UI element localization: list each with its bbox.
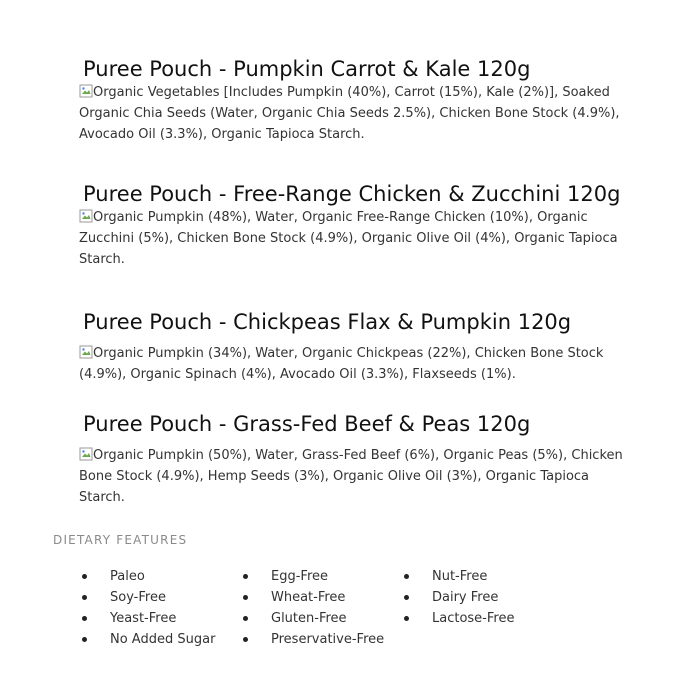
bullet-dot-icon: [82, 637, 87, 642]
feature-item: [82, 587, 215, 608]
feature-item: [404, 566, 514, 587]
broken-image-icon: [79, 209, 93, 223]
dietary-features-list: [404, 566, 514, 629]
feature-item: [404, 587, 514, 608]
feature-item: [404, 608, 514, 629]
bullet-dot-icon: [404, 574, 409, 579]
product-title: Puree Pouch - Chickpeas Flax & Pumpkin 120g: [83, 310, 572, 334]
feature-label: Yeast-Free: [110, 611, 177, 626]
product-ingredients: [79, 343, 624, 385]
product-ingredients: [79, 82, 624, 145]
feature-label: Nut-Free: [432, 569, 488, 584]
feature-label: Egg-Free: [271, 569, 328, 584]
feature-label: Paleo: [110, 569, 145, 584]
bullet-dot-icon: [404, 595, 409, 600]
feature-item: [243, 587, 384, 608]
ingredients-text: Organic Pumpkin (50%), Water, Grass-Fed Beef (6%), Organic Peas (5%), Chicken Bone Stock (4.9%), Hemp Seeds (3%), Organic Olive Oil (3%), Organic Tapioca Starch.: [79, 448, 623, 505]
product-section: [79, 411, 639, 508]
product-title: Puree Pouch - Pumpkin Carrot & Kale 120g: [83, 57, 531, 81]
broken-image-icon: [79, 84, 93, 98]
dietary-features-list: [82, 566, 215, 650]
product-title: Puree Pouch - Free-Range Chicken & Zucchini 120g: [83, 182, 621, 206]
feature-item: [82, 608, 215, 629]
product-ingredients: [79, 207, 624, 270]
product-section: [79, 181, 639, 270]
dietary-features-heading: DIETARY FEATURES: [53, 533, 188, 547]
feature-label: Soy-Free: [110, 590, 166, 605]
bullet-dot-icon: [82, 616, 87, 621]
bullet-dot-icon: [82, 595, 87, 600]
feature-item: [82, 566, 215, 587]
feature-item: [243, 608, 384, 629]
broken-image-icon: [79, 345, 93, 359]
feature-label: Lactose-Free: [432, 611, 515, 626]
feature-label: Preservative-Free: [271, 632, 385, 647]
broken-image-icon: [79, 447, 93, 461]
feature-item: [243, 629, 384, 650]
bullet-dot-icon: [243, 595, 248, 600]
feature-item: [243, 566, 384, 587]
product-title: Puree Pouch - Grass-Fed Beef & Peas 120g: [83, 412, 531, 436]
ingredients-text: Organic Pumpkin (34%), Water, Organic Chickpeas (22%), Chicken Bone Stock (4.9%), Organic Spinach (4%), Avocado Oil (3.3%), Flaxseeds (1%).: [79, 346, 604, 382]
product-ingredients: [79, 445, 624, 508]
feature-item: [82, 629, 215, 650]
bullet-dot-icon: [404, 616, 409, 621]
feature-label: Gluten-Free: [271, 611, 347, 626]
feature-label: Dairy Free: [432, 590, 499, 605]
ingredients-text: Organic Vegetables [Includes Pumpkin (40%), Carrot (15%), Kale (2%)], Soaked Organic Chia Seeds (Water, Organic Chia Seeds 2.5%), Chicken Bone Stock (4.9%), Avocado Oil (3.3%), Organic Tapioca Starch.: [79, 85, 620, 142]
bullet-dot-icon: [243, 574, 248, 579]
bullet-dot-icon: [243, 637, 248, 642]
bullet-dot-icon: [243, 616, 248, 621]
ingredients-text: Organic Pumpkin (48%), Water, Organic Free-Range Chicken (10%), Organic Zucchini (5%), Chicken Bone Stock (4.9%), Organic Olive Oil (4%), Organic Tapioca Starch.: [79, 210, 618, 267]
bullet-dot-icon: [82, 574, 87, 579]
product-section: [79, 309, 639, 385]
dietary-features-list: [243, 566, 384, 650]
feature-label: Wheat-Free: [271, 590, 346, 605]
feature-label: No Added Sugar: [110, 632, 216, 647]
product-section: [79, 56, 639, 145]
